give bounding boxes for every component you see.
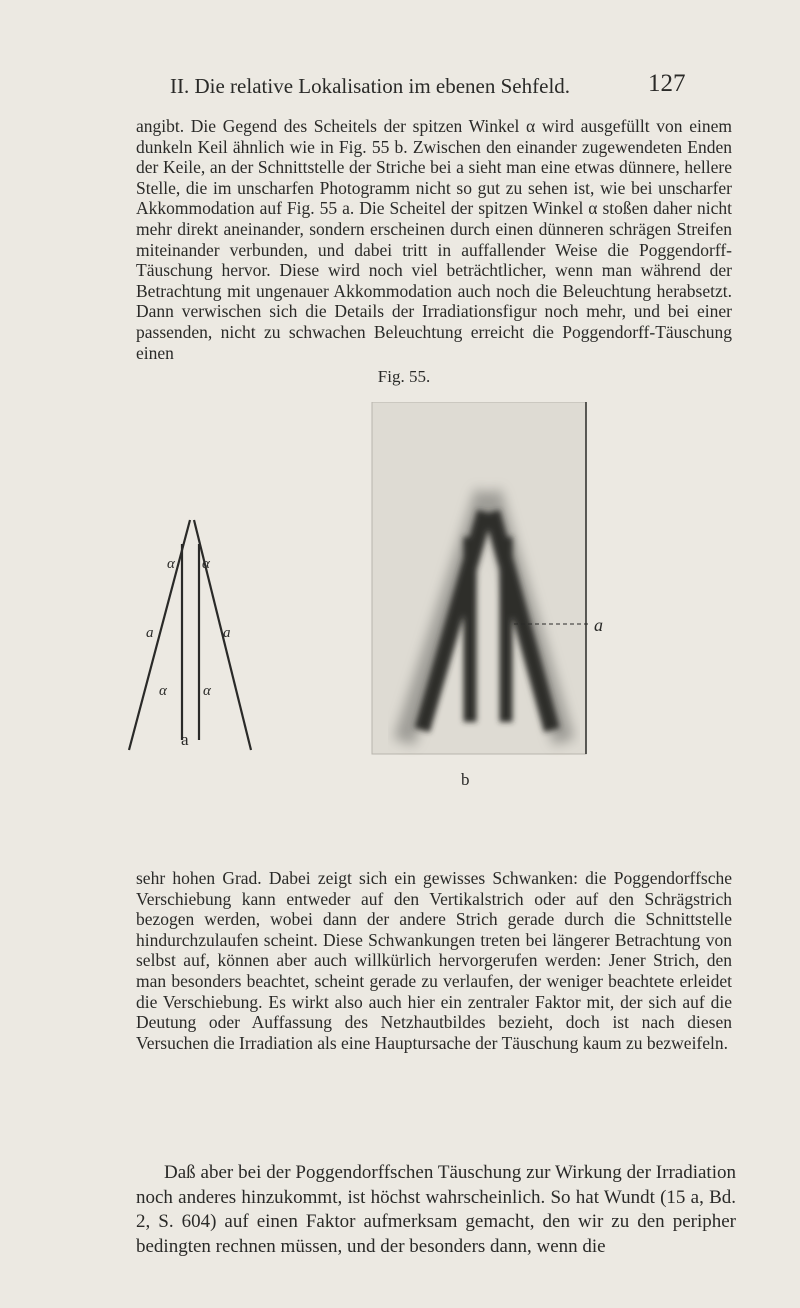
panel-b-label: b	[461, 770, 470, 789]
page-number: 127	[648, 70, 686, 97]
left-oblique-stroke	[129, 520, 190, 750]
paragraph-3: Daß aber bei der Poggendorffschen Täuschung zur Wirkung der Irradiation noch anderes hinzukommt, ist höchst wahrscheinlich. So hat Wundt (15 a, Bd. 2, S. 604) auf einen Faktor aufmerksam gemacht, den wir zu den peripher bedingten rechnen müssen, und der besonders dann, wenn die	[136, 1162, 736, 1257]
a-label-left: a	[146, 625, 154, 641]
paragraph-1: angibt. Die Gegend des Scheitels der spitzen Winkel α wird ausgefüllt von einem dunkeln Keil ähnlich wie in Fig. 55 b. Zwischen den einander zugewendeten Enden der Keile, an der Schnittstelle der Striche bei a sieht man eine etwas dünnere, hellere Stelle, die im unscharfen Photogramm nicht so gut zu sehen ist, wie bei unscharfer Akkommodation auf Fig. 55 a. Die Scheitel der spitzen Winkel α stoßen daher nicht mehr direkt aneinander, sondern erscheinen durch einen dünneren schrägen Streifen miteinander verbunden, und dabei tritt in auffallender Weise die Poggendorff-Täuschung hervor. Diese wird noch viel beträchtlicher, wenn man während der Betrachtung mit ungenauer Akkommodation auch noch die Beleuchtung herabsetzt. Dann verwischen sich die Details der Irradiationsfigur noch mehr, und bei einer passenden, nicht zu schwachen Beleuchtung erreicht die Poggendorff-Täuschung einen	[136, 116, 732, 363]
running-header	[0, 66, 800, 106]
figure-caption: Fig. 55.	[377, 367, 431, 386]
pointer-label-a: a	[594, 615, 603, 635]
panel-a-label: a	[181, 730, 189, 749]
chapter-title: II. Die relative Lokalisation im ebenen Sehfeld.	[170, 74, 571, 98]
figure-55b-photogram	[364, 402, 634, 762]
alpha-label-top-left: α	[167, 556, 175, 572]
paragraph-2: sehr hohen Grad. Dabei zeigt sich ein gewisses Schwanken: die Poggendorffsche Verschiebung kann entweder auf den Vertikalstrich oder auf den Schrägstrich bezogen werden, wobei dann der andere Strich gerade durch die Schnittstelle hindurchzulaufen scheint. Diese Schwankungen treten bei längerer Betrachtung von selbst auf, können aber auch willkürlich hervorgerufen werden: Jener Strich, den man besonders beachtet, scheint gerade zu verlaufen, der weniger beachtete erleidet die Verschiebung. Es wirkt also auch hier ein zentraler Faktor mit, der sich auf die Deutung oder Auffassung des Netzhautbildes bezieht, doch ist nach diesen Versuchen die Irradiation als eine Hauptursache der Täuschung kaum zu bezweifeln.	[136, 868, 732, 1053]
a-label-right: a	[223, 625, 231, 641]
alpha-label-bottom-left: α	[159, 683, 167, 699]
alpha-label-top-right: α	[202, 556, 210, 572]
alpha-label-bottom-right: α	[203, 683, 211, 699]
figure-55a-drawing	[124, 518, 264, 758]
